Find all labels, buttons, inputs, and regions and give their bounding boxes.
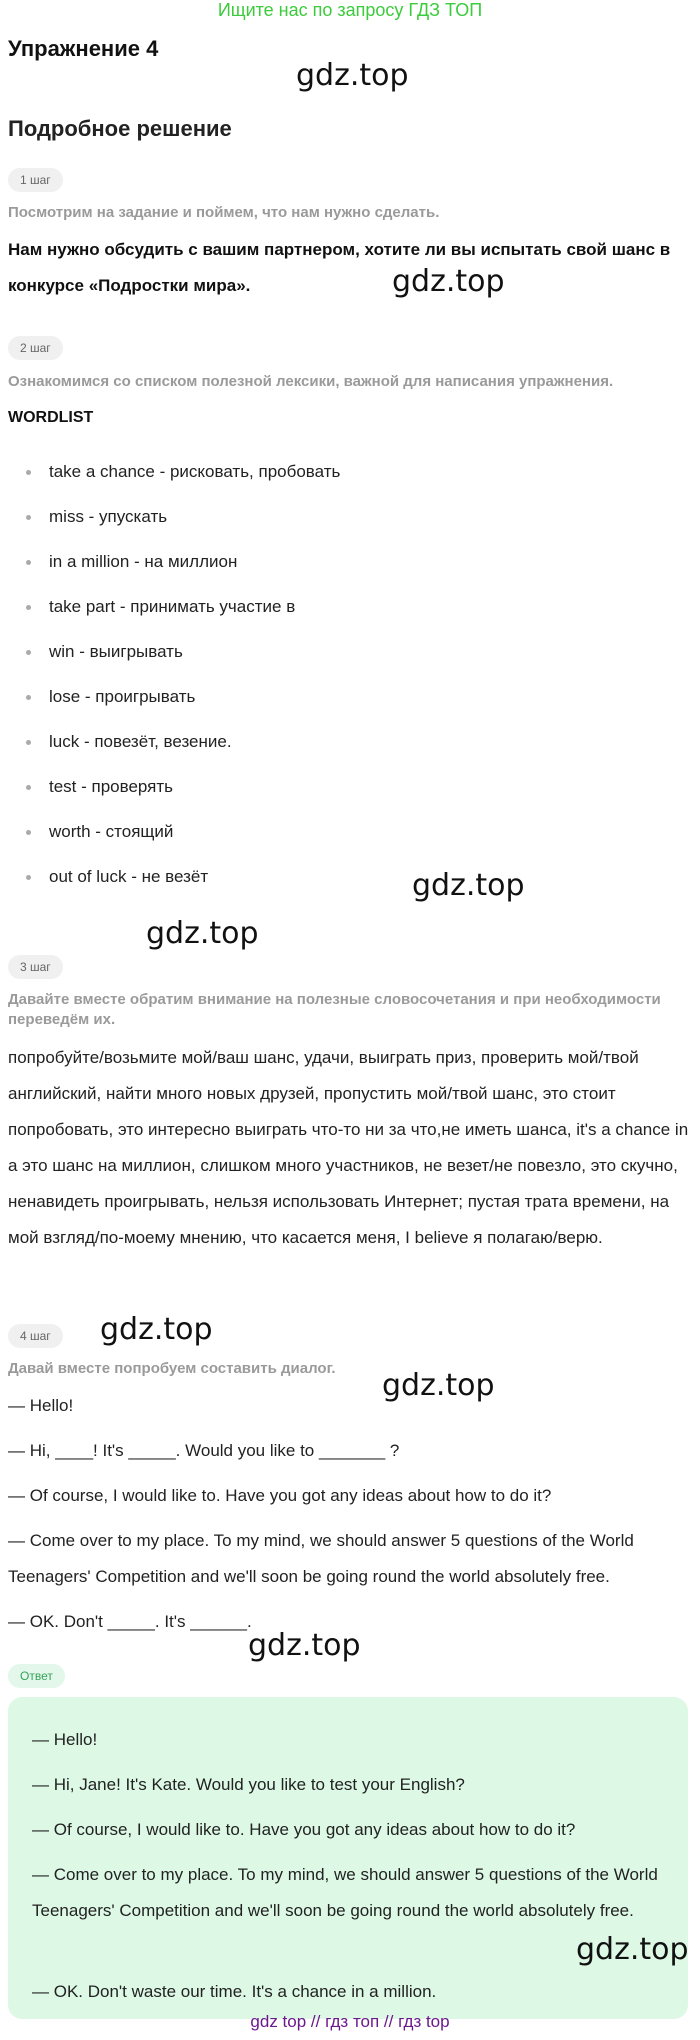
watermark: gdz.top (248, 1628, 361, 1663)
list-item: luck - повезёт, везение. (0, 719, 340, 764)
answer-line: — Of course, I would like to. Have you got any ideas about how to do it? (32, 1820, 576, 1839)
dialog-line: — OK. Don't _____. It's ______. (8, 1612, 252, 1631)
watermark: gdz.top (100, 1312, 213, 1347)
step-3-text: попробуйте/возьмите мой/ваш шанс, удачи, выиграть приз, проверить мой/твой английский, найти много новых друзей, пропустить мой/твой шанс, это стоит попробовать, это интересно выиграть что-то ни за что,не иметь шанса, it's a chance in a это шанс на миллион, слишком много участников, не везет/не повезло, это скучно, ненавидеть проигрывать, нельзя использовать Интернет; пустая трата времени, на мой взгляд/по-моему мнению, что касается меня, I believe я полагаю/верю. (8, 1048, 689, 1247)
wordlist-title: WORDLIST (8, 409, 94, 426)
answer-line: — OK. Don't waste our time. It's a chance in a million. (32, 1982, 437, 2001)
list-item: test - проверять (0, 764, 340, 809)
answer-line: — Hi, Jane! It's Kate. Would you like to test your English? (32, 1775, 465, 1794)
step-1-text: Нам нужно обсудить с вашим партнером, хотите ли вы испытать свой шанс в конкурсе «Подростки мира». (8, 240, 671, 295)
step-badge-3: 3 шаг (8, 955, 63, 979)
watermark: gdz.top (392, 264, 505, 299)
footer-links[interactable]: gdz top // гдз топ // гдз top (250, 2012, 450, 2031)
watermark: gdz.top (146, 916, 259, 951)
list-item: worth - стоящий (0, 809, 340, 854)
list-item: win - выигрывать (0, 629, 340, 674)
exercise-title: Упражнение 4 (8, 36, 159, 61)
list-item: out of luck - не везёт (0, 854, 340, 899)
dialog-line: — Hi, ____! It's _____. Would you like to _______ ? (8, 1441, 400, 1460)
list-item: lose - проигрывать (0, 674, 340, 719)
step-2-hint: Ознакомимся со списком полезной лексики, важной для написания упражнения. (8, 373, 614, 390)
list-item: take a chance - рисковать, пробовать (0, 449, 340, 494)
list-item: take part - принимать участие в (0, 584, 340, 629)
watermark: gdz.top (382, 1368, 495, 1403)
answer-badge: Ответ (8, 1664, 65, 1688)
list-item: miss - упускать (0, 494, 340, 539)
step-3-hint: Давайте вместе обратим внимание на полезные словосочетания и при необходимости переведём их. (8, 991, 661, 1028)
solution-heading: Подробное решение (8, 116, 232, 141)
search-banner[interactable]: Ищите нас по запросу ГДЗ ТОП (217, 0, 483, 20)
dialog-line: — Come over to my place. To my mind, we should answer 5 questions of the World Teenagers' Competition and we'll soon be going round the world absolutely free. (8, 1531, 634, 1586)
step-4-hint: Давай вместе попробуем составить диалог. (8, 1360, 336, 1377)
step-badge-2: 2 шаг (8, 336, 63, 360)
watermark: gdz.top (412, 868, 525, 903)
watermark: gdz.top (296, 58, 409, 93)
list-item: in a million - на миллион (0, 539, 340, 584)
wordlist (0, 449, 340, 899)
step-badge-1: 1 шаг (8, 168, 63, 192)
dialog-line: — Of course, I would like to. Have you got any ideas about how to do it? (8, 1486, 552, 1505)
step-1-hint: Посмотрим на задание и поймем, что нам нужно сделать. (8, 204, 440, 221)
answer-line: — Come over to my place. To my mind, we should answer 5 questions of the World Teenagers' Competition and we'll soon be going round the world absolutely free. (32, 1865, 658, 1920)
step-badge-4: 4 шаг (8, 1324, 63, 1348)
answer-line: — Hello! (32, 1730, 98, 1749)
dialog-line: — Hello! (8, 1396, 74, 1415)
watermark: gdz.top (576, 1932, 689, 1967)
